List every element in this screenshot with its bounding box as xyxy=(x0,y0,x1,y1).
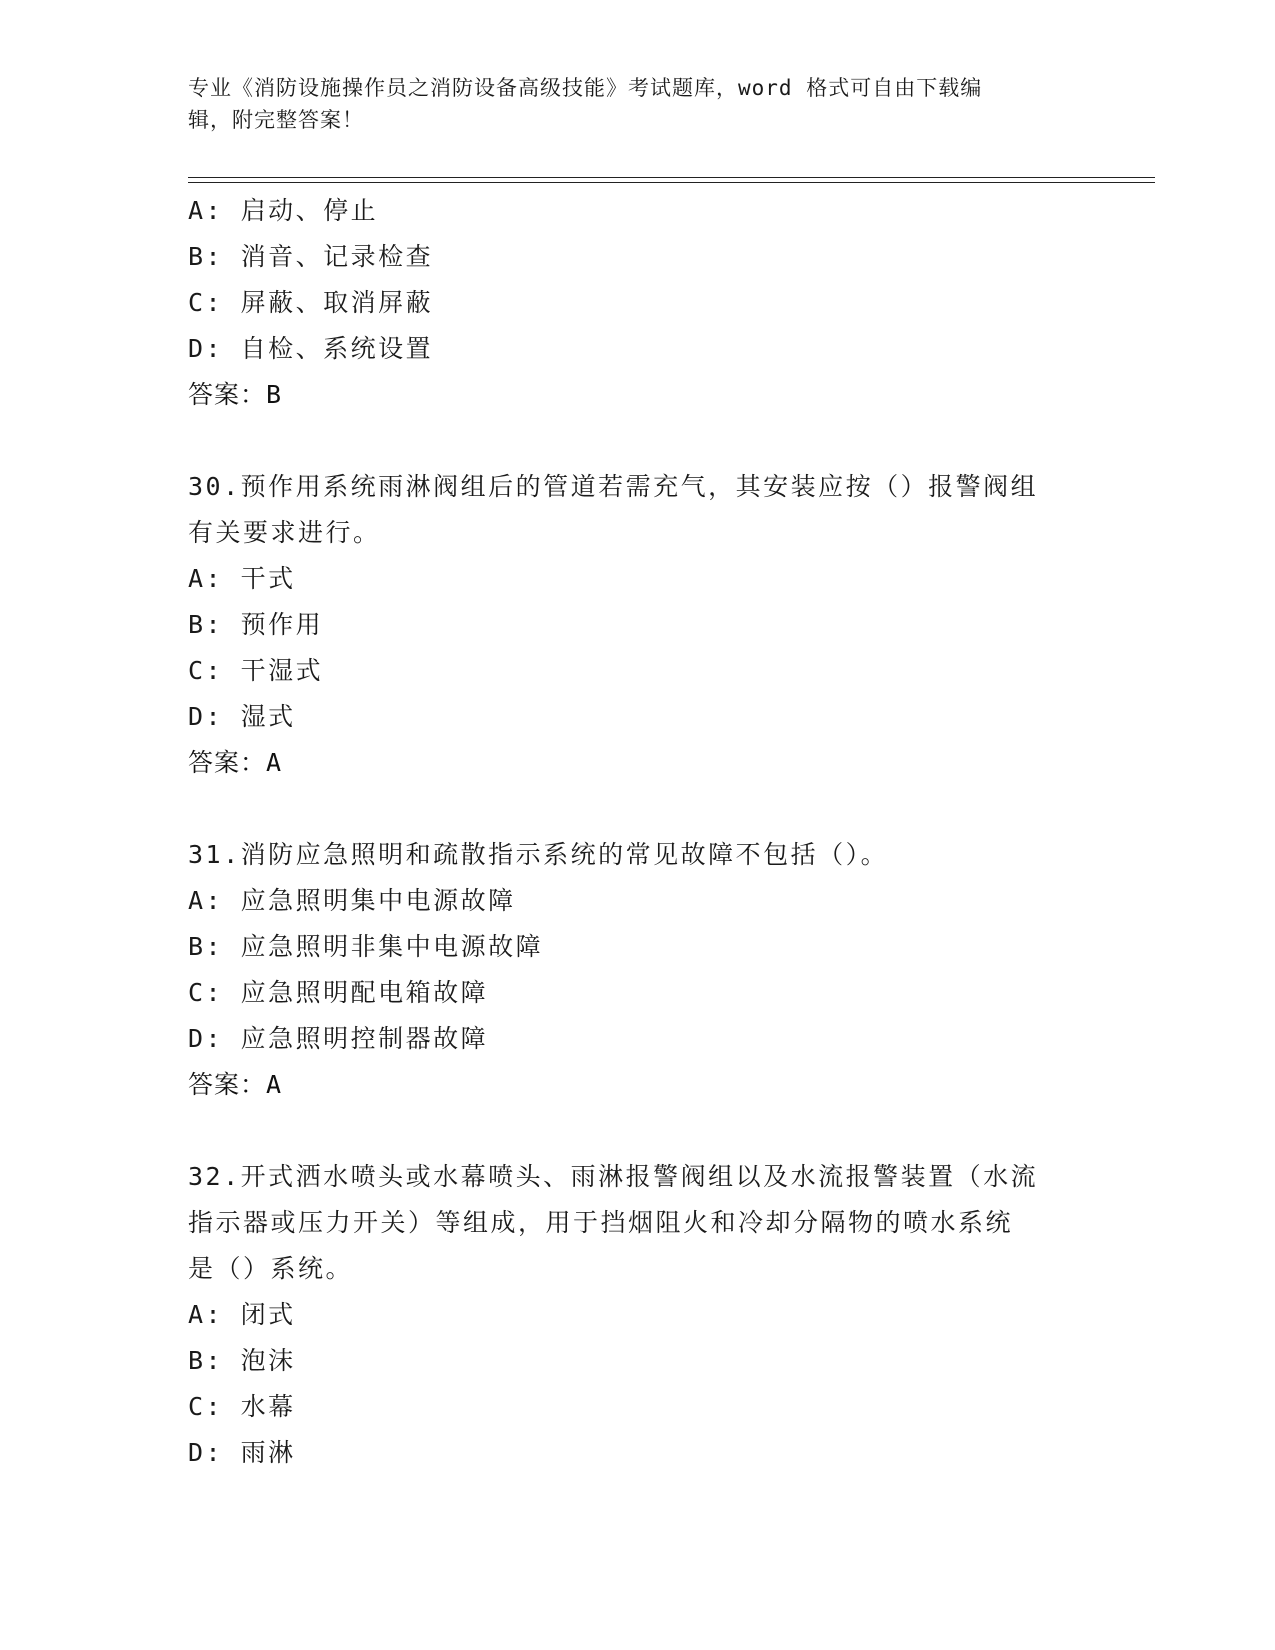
option-b: B: 消音、记录检查 xyxy=(188,242,434,271)
question-list xyxy=(188,188,1088,1476)
option-d: D: 雨淋 xyxy=(188,1438,296,1467)
question-stem-line: 30.预作用系统雨淋阀组后的管道若需充气，其安装应按（）报警阀组 xyxy=(188,472,1039,501)
header-divider-top xyxy=(188,177,1155,178)
question-stem-line: 是（）系统。 xyxy=(188,1254,354,1283)
header-line-2: 辑，附完整答案！ xyxy=(188,108,364,132)
question-stem-line: 31.消防应急照明和疏散指示系统的常见故障不包括（）。 xyxy=(188,840,889,869)
spacer xyxy=(188,1108,1088,1154)
question-stem-line: 有关要求进行。 xyxy=(188,518,381,547)
option-d: D: 自检、系统设置 xyxy=(188,334,434,363)
option-d: D: 应急照明控制器故障 xyxy=(188,1024,489,1053)
option-b: B: 应急照明非集中电源故障 xyxy=(188,932,544,961)
question-block-32 xyxy=(188,1154,1088,1476)
option-a: A: 闭式 xyxy=(188,1300,296,1329)
answer-line: 答案：A xyxy=(188,1070,283,1099)
question-block-31 xyxy=(188,832,1088,1108)
question-block-29 xyxy=(188,188,1088,418)
option-b: B: 泡沫 xyxy=(188,1346,296,1375)
answer-line: 答案：B xyxy=(188,380,283,409)
option-a: A: 干式 xyxy=(188,564,296,593)
option-c: C: 水幕 xyxy=(188,1392,296,1421)
spacer xyxy=(188,418,1088,464)
spacer xyxy=(188,786,1088,832)
header-line-1: 专业《消防设施操作员之消防设备高级技能》考试题库，word 格式可自由下载编 xyxy=(188,76,983,100)
question-stem-line: 32.开式洒水喷头或水幕喷头、雨淋报警阀组以及水流报警装置（水流 xyxy=(188,1162,1039,1191)
option-c: C: 干湿式 xyxy=(188,656,324,685)
answer-line: 答案：A xyxy=(188,748,283,777)
option-d: D: 湿式 xyxy=(188,702,296,731)
option-a: A: 启动、停止 xyxy=(188,196,379,225)
question-stem-line: 指示器或压力开关）等组成，用于挡烟阻火和冷却分隔物的喷水系统 xyxy=(188,1208,1014,1237)
question-block-30 xyxy=(188,464,1088,786)
option-b: B: 预作用 xyxy=(188,610,324,639)
option-c: C: 屏蔽、取消屏蔽 xyxy=(188,288,434,317)
header-divider-bottom xyxy=(188,182,1155,183)
option-c: C: 应急照明配电箱故障 xyxy=(188,978,489,1007)
option-a: A: 应急照明集中电源故障 xyxy=(188,886,516,915)
document-header xyxy=(188,72,1078,136)
